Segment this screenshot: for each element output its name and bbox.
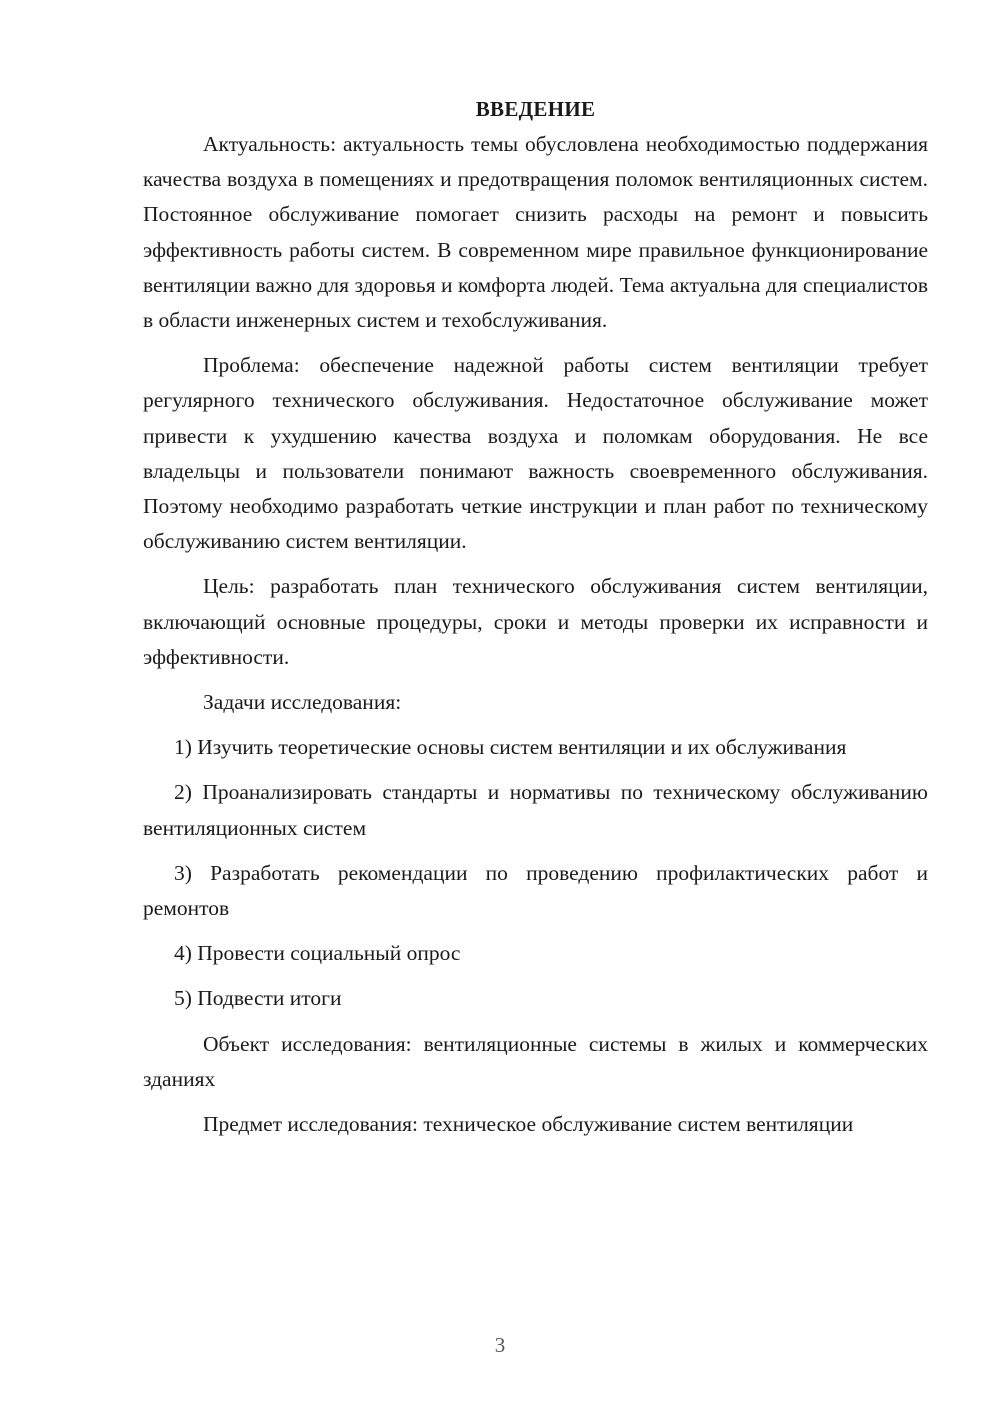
page-title: ВВЕДЕНИЕ — [475, 97, 596, 121]
relevance-paragraph: Актуальность: актуальность темы обусловлена необходимостью поддержания качества воздуха в помещениях и предотвращения поломок вентиляционных систем. Постоянное обслуживание помогает снизить расходы на ремонт и повысить эффективность работы систем. В современном мире правильное функционирование вентиляции важно для здоровья и комфорта людей. Тема актуальна для специалистов в области инженерных систем и техобслуживания. — [143, 132, 928, 333]
problem-paragraph: Проблема: обеспечение надежной работы систем вентиляции требует регулярного технического обслуживания. Недостаточное обслуживание может привести к ухудшению качества воздуха и поломкам оборудования. Не все владельцы и пользователи понимают важность своевременного обслуживания. Поэтому необходимо разработать четкие инструкции и план работ по техническому обслуживанию систем вентиляции. — [143, 353, 928, 554]
tasks-heading: Задачи исследования: — [203, 690, 402, 715]
goal-paragraph: Цель: разработать план технического обслуживания систем вентиляции, включающий основные процедуры, сроки и методы проверки их исправности и эффективности. — [143, 574, 928, 669]
task-item: 5) Подвести итоги — [174, 986, 342, 1011]
task-item: 1) Изучить теоретические основы систем вентиляции и их обслуживания — [174, 735, 847, 760]
page-number: 3 — [494, 1333, 506, 1357]
subject-paragraph: Предмет исследования: техническое обслуживание систем вентиляции — [203, 1112, 854, 1137]
object-paragraph: Объект исследования: вентиляционные системы в жилых и коммерческих зданиях — [143, 1031, 928, 1091]
task-item: 2) Проанализировать стандарты и нормативы по техническому обслуживанию вентиляционных систем — [143, 780, 928, 840]
task-item: 4) Провести социальный опрос — [174, 941, 461, 966]
task-item: 3) Разработать рекомендации по проведению профилактических работ и ремонтов — [143, 860, 928, 921]
document-page — [143, 92, 928, 1152]
